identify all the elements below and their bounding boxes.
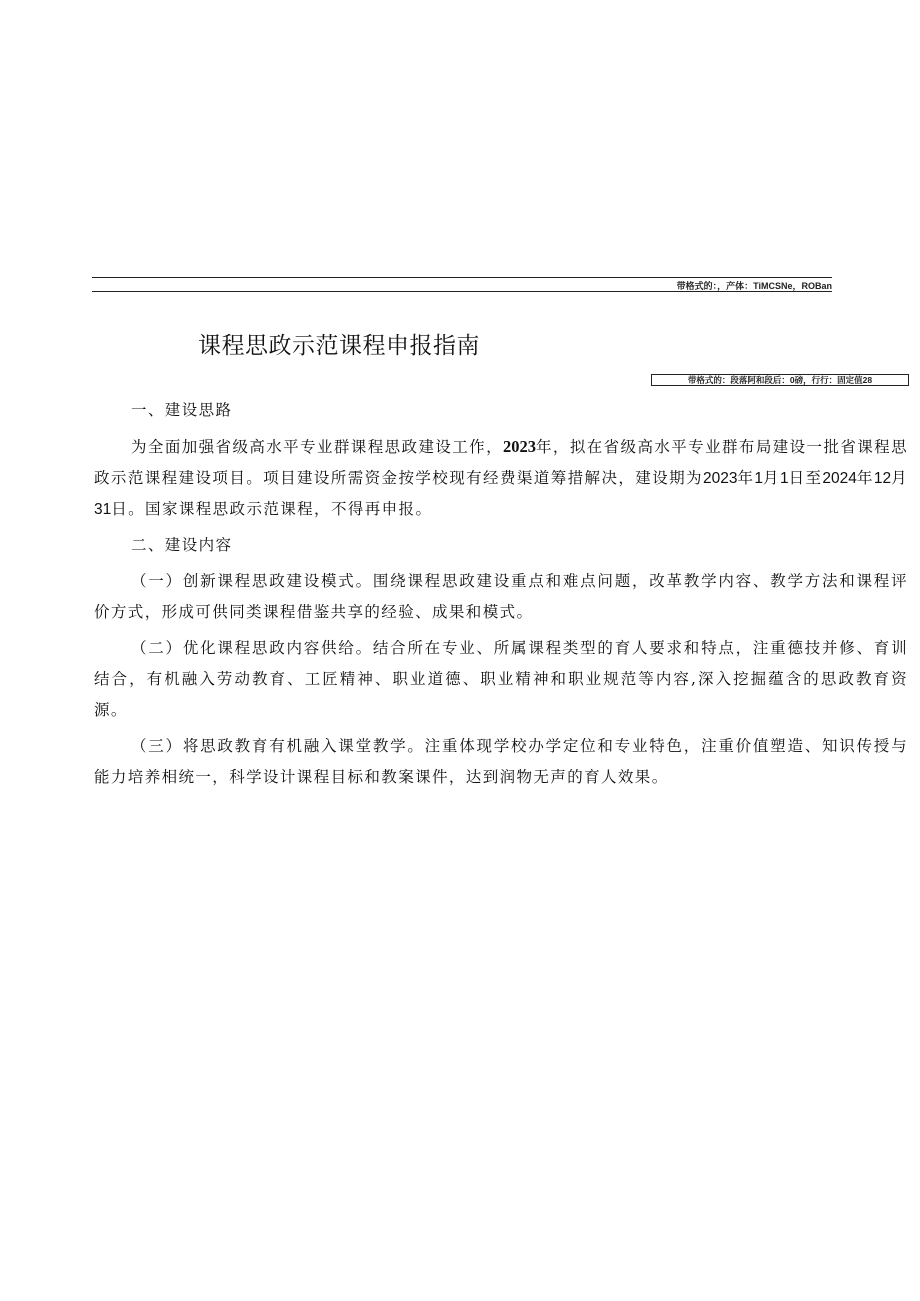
section-heading-2: 二、建设内容: [131, 536, 233, 554]
format-note-top: 带格式的：，产体：TiMCSNe，ROBan: [676, 281, 832, 291]
page-title: 课程思政示范课程申报指南: [198, 333, 480, 359]
format-note-box: 带格式的：段落阿和段后：0磅，行行：固定值28: [651, 374, 909, 386]
document-body: [94, 395, 908, 793]
content-item-1: （一）创新课程思政建设模式。围绕课程思政建设重点和难点问题，改革教学内容、教学方法和课程评价方式，形成可供同类课程借鉴共享的经验、成果和模式。: [94, 572, 908, 621]
content-item-2: （二）优化课程思政内容供给。结合所在专业、所属课程类型的育人要求和特点，注重德技并修、育训结合，有机融入劳动教育、工匠精神、职业道德、职业精神和职业规范等内容,深入挖掘蕴含的思政教育资源。: [94, 639, 908, 719]
section-heading-1: 一、建设思路: [131, 401, 233, 419]
header-rule-top: [92, 277, 832, 278]
content-item-3: （三）将思政教育有机融入课堂教学。注重体现学校办学定位和专业特色，注重价值塑造、知识传授与能力培养相统一，科学设计课程目标和教案课件，达到润物无声的育人效果。: [94, 737, 908, 786]
section-1-paragraph: 为全面加强省级高水平专业群课程思政建设工作，2023年，拟在省级高水平专业群布局建设一批省课程思政示范课程建设项目。项目建设所需资金按学校现有经费渠道筹措解决，建设期为2023年1月1日至2024年12月31日。国家课程思政示范课程，不得再申报。: [94, 437, 909, 518]
